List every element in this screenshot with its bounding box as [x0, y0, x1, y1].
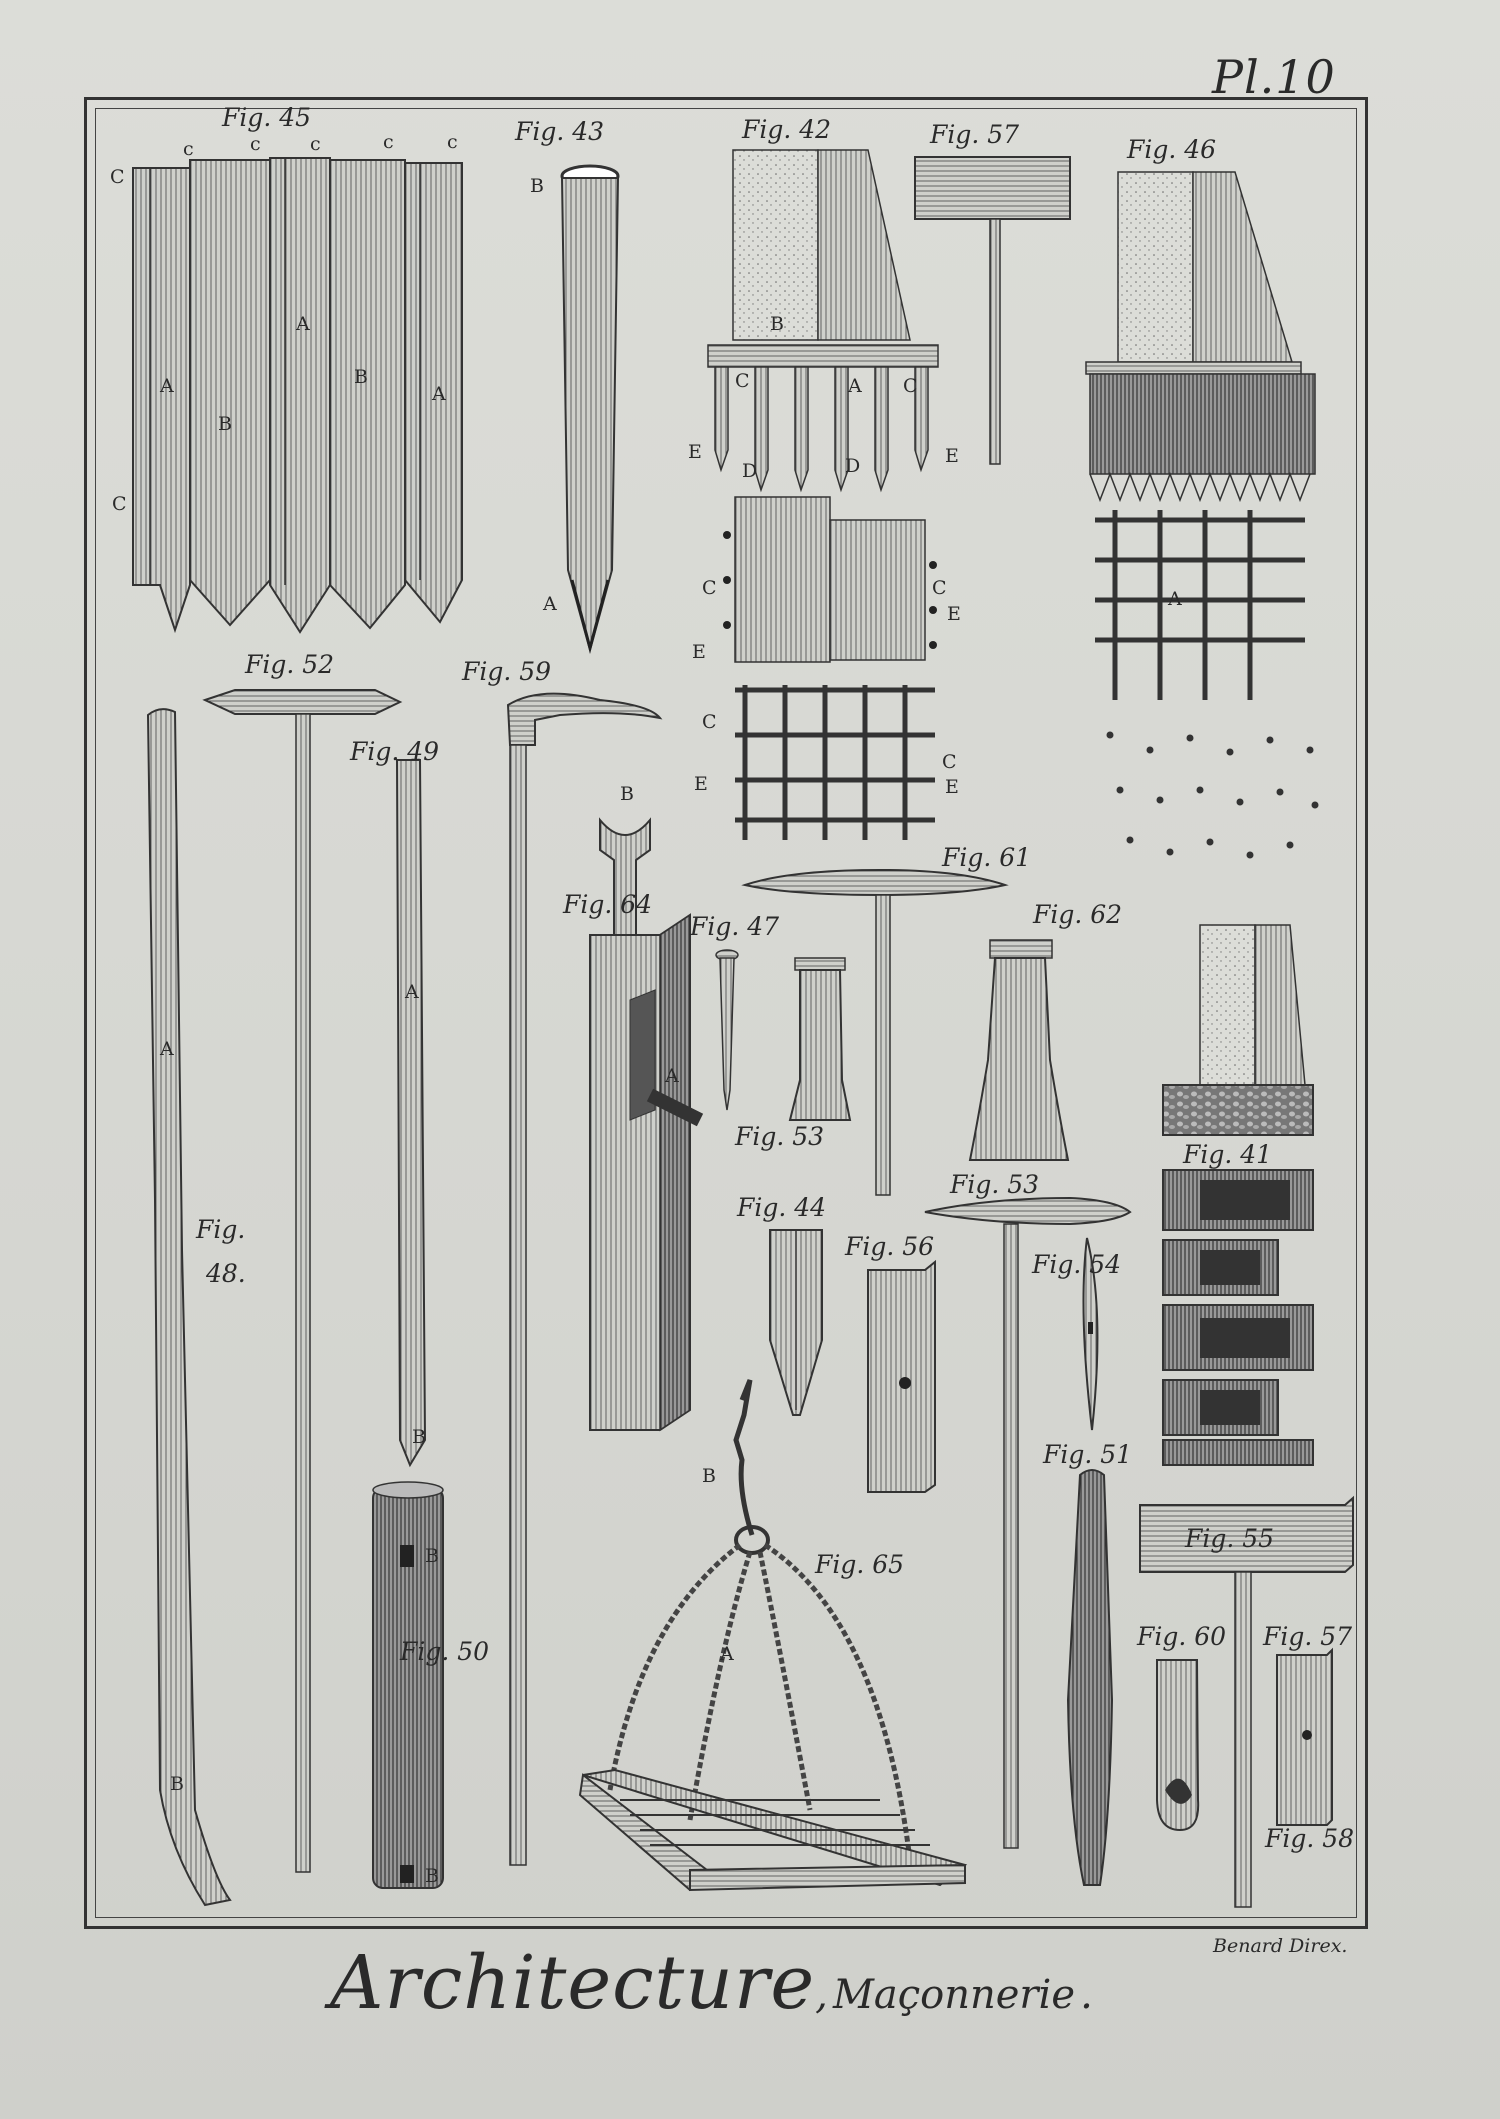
- label-fig-60: Fig. 60: [1137, 1622, 1227, 1651]
- key-a: A: [160, 375, 174, 397]
- label-fig-59: Fig. 59: [462, 657, 552, 686]
- fig-53-chisel-left: [790, 958, 850, 1120]
- label-fig-41: Fig. 41: [1183, 1140, 1273, 1169]
- key-c: C: [932, 577, 947, 599]
- fig-41-wall-section: [1163, 925, 1313, 1465]
- fig-60-socket: [1157, 1660, 1198, 1830]
- fig-57-58-block: [1277, 1650, 1332, 1825]
- key-c: C: [112, 493, 127, 515]
- key-e: E: [688, 441, 702, 463]
- fig-44-pile-shoe: [770, 1230, 822, 1415]
- fig-47-nail: [716, 950, 738, 1110]
- key-a: A: [160, 1038, 174, 1060]
- caption-main: Architecture: [330, 1940, 816, 2026]
- label-fig-51: Fig. 51: [1043, 1440, 1133, 1469]
- key-b: B: [770, 313, 784, 335]
- key-b: B: [218, 413, 232, 435]
- engraver-signature: Benard Direx.: [1213, 1935, 1348, 1957]
- key-c: C: [942, 751, 957, 773]
- label-fig-56: Fig. 56: [845, 1232, 935, 1261]
- key-c-small: c: [250, 133, 261, 155]
- label-fig-47: Fig. 47: [690, 912, 780, 941]
- key-b: B: [412, 1426, 426, 1448]
- fig-49-bar: [397, 760, 425, 1465]
- label-fig-42: Fig. 42: [742, 115, 832, 144]
- grillage-plan-left: [723, 497, 937, 840]
- label-fig-64: Fig. 64: [563, 890, 653, 919]
- key-e: E: [692, 641, 706, 663]
- label-fig-48-a: Fig.: [196, 1215, 246, 1244]
- key-c: C: [903, 375, 918, 397]
- label-fig-55: Fig. 55: [1185, 1524, 1275, 1553]
- label-fig-52: Fig. 52: [245, 650, 335, 679]
- label-fig-57-top: Fig. 57: [930, 120, 1020, 149]
- key-d: D: [742, 460, 758, 482]
- label-fig-44: Fig. 44: [737, 1193, 827, 1222]
- key-e: E: [947, 603, 961, 625]
- key-c: C: [702, 577, 717, 599]
- label-fig-57-bottom: Fig. 57: [1263, 1622, 1353, 1651]
- key-a: A: [848, 375, 862, 397]
- fig-51-rammer: [1068, 1470, 1112, 1885]
- fig-62-chisel-right: [970, 940, 1068, 1160]
- key-c-small: c: [447, 131, 458, 153]
- key-b: B: [425, 1865, 439, 1887]
- key-a: A: [720, 1643, 734, 1665]
- fig-42-grillage-section: [708, 150, 938, 490]
- plate-caption: [330, 1940, 1093, 2026]
- label-fig-58: Fig. 58: [1265, 1824, 1355, 1853]
- fig-48-lever: [148, 709, 230, 1905]
- label-fig-62: Fig. 62: [1033, 900, 1123, 929]
- fig-50-log: [373, 1482, 443, 1888]
- label-fig-50: Fig. 50: [400, 1637, 490, 1666]
- plate-number: Pl.10: [1212, 50, 1336, 104]
- key-b: B: [702, 1465, 716, 1487]
- key-b: B: [530, 175, 544, 197]
- key-c-small: c: [383, 131, 394, 153]
- caption-end: .: [1080, 1972, 1093, 2018]
- key-b: B: [170, 1773, 184, 1795]
- label-fig-65: Fig. 65: [815, 1550, 905, 1579]
- key-c: C: [735, 370, 750, 392]
- fig-57-mallet-top: [915, 157, 1070, 464]
- key-c: C: [110, 166, 125, 188]
- key-e: E: [945, 445, 959, 467]
- fig-43-shod-pile: [562, 166, 618, 650]
- key-b: B: [425, 1545, 439, 1567]
- label-fig-43: Fig. 43: [515, 117, 605, 146]
- key-b: B: [620, 783, 634, 805]
- key-d: D: [845, 455, 861, 477]
- caption-separator: ,: [815, 1972, 828, 2018]
- label-fig-53-chisel: Fig. 53: [735, 1122, 825, 1151]
- key-a: A: [543, 593, 557, 615]
- key-e: E: [694, 773, 708, 795]
- key-a: A: [432, 383, 446, 405]
- label-fig-49: Fig. 49: [350, 737, 440, 766]
- label-fig-53-hammer: Fig. 53: [950, 1170, 1040, 1199]
- grillage-plan-right: [1095, 510, 1319, 859]
- key-e: E: [945, 776, 959, 798]
- key-a: A: [665, 1065, 679, 1087]
- key-a: A: [1168, 588, 1182, 610]
- key-a: A: [405, 981, 419, 1003]
- label-fig-45: Fig. 45: [222, 103, 312, 132]
- key-a: A: [296, 313, 310, 335]
- label-fig-46: Fig. 46: [1127, 135, 1217, 164]
- key-c: C: [702, 711, 717, 733]
- label-fig-48-b: 48.: [206, 1259, 246, 1288]
- caption-sub: Maçonnerie: [832, 1972, 1076, 2018]
- fig-45-sheet-piles: [133, 158, 462, 632]
- fig-56-block: [868, 1262, 935, 1492]
- key-c-small: c: [310, 133, 321, 155]
- fig-46-grillage-section: [1086, 172, 1315, 500]
- key-c-small: c: [183, 138, 194, 160]
- label-fig-54: Fig. 54: [1032, 1250, 1122, 1279]
- label-fig-61: Fig. 61: [942, 843, 1032, 872]
- key-b: B: [354, 366, 368, 388]
